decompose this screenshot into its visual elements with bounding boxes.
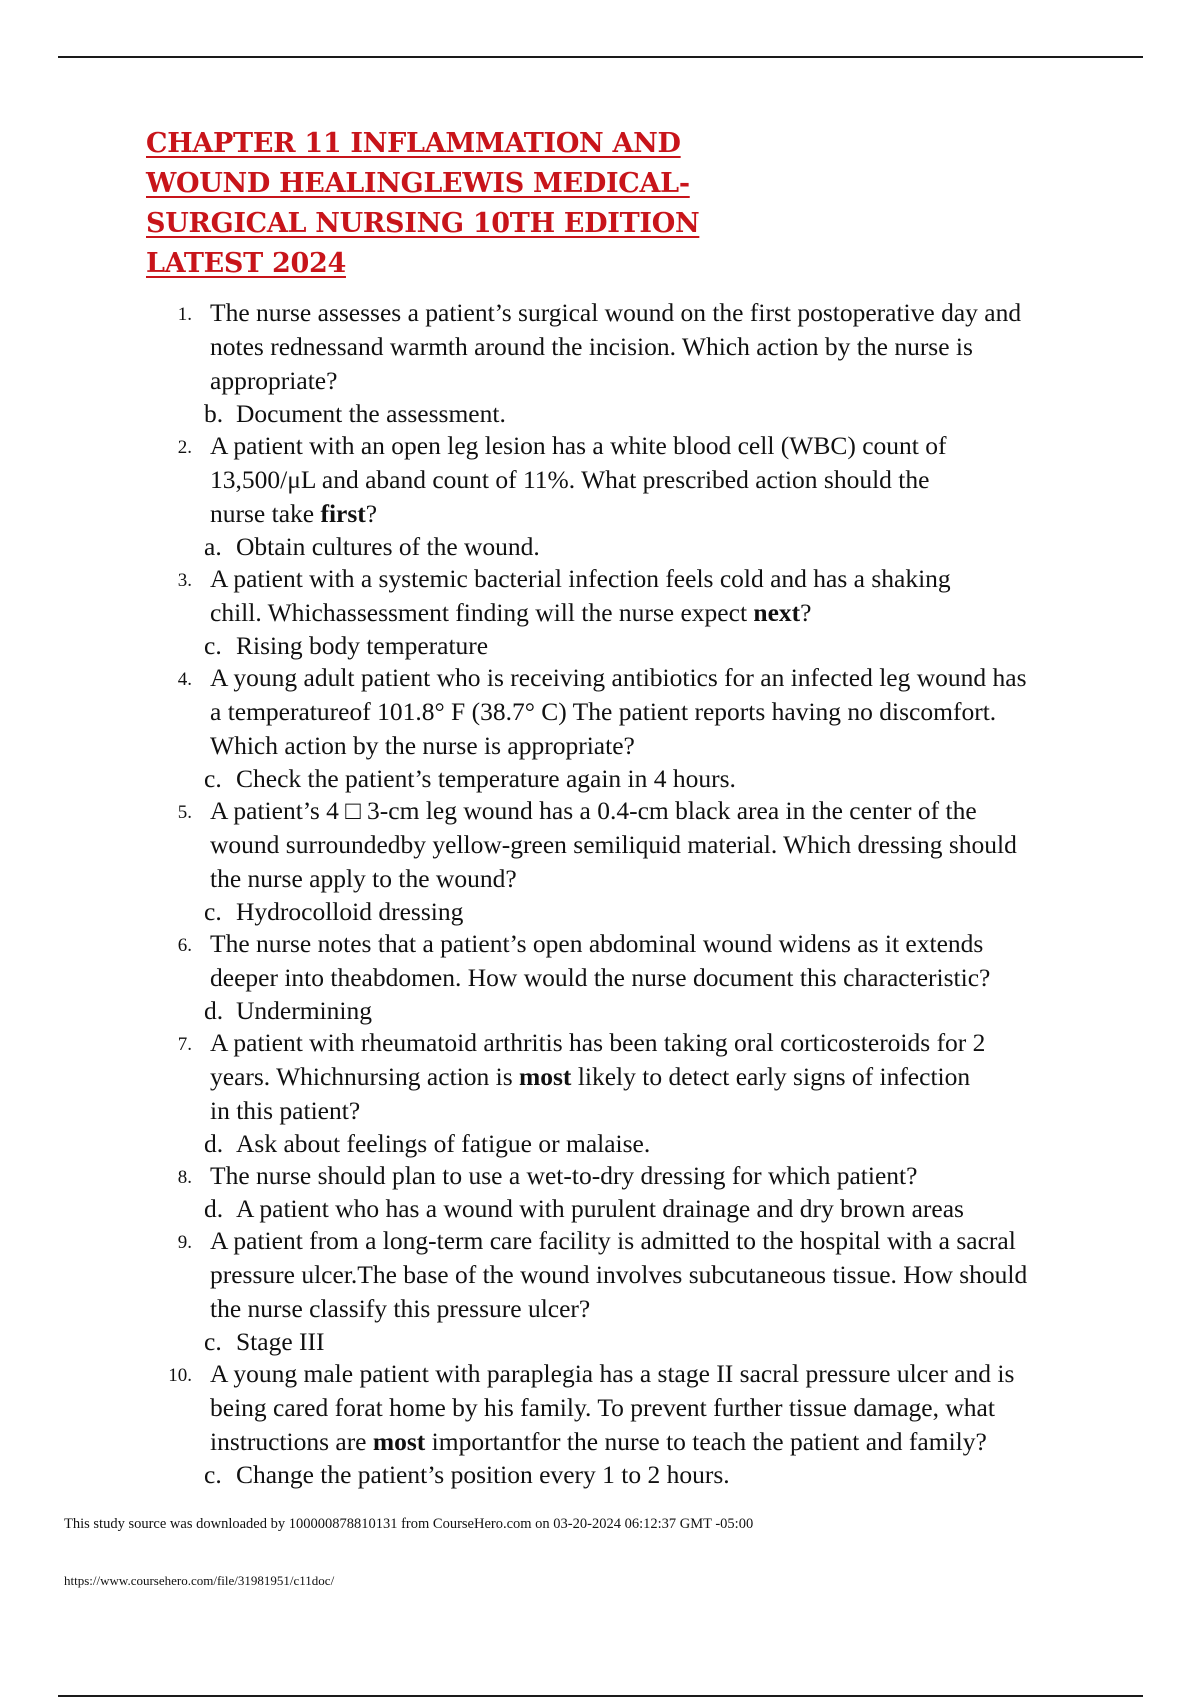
answer — [204, 1326, 1150, 1357]
question-line: A patient from a long-term care facility is admitted to the hospital with a sacral — [210, 1226, 1016, 1255]
question-item — [150, 562, 1150, 661]
question-text — [210, 927, 1120, 995]
question-line: appropriate? — [210, 366, 338, 395]
question-text — [210, 661, 1120, 763]
question-number: 5. — [177, 802, 192, 823]
answer — [204, 531, 1150, 562]
answer — [204, 995, 1150, 1026]
answer-text: Ask about feelings of fatigue or malaise. — [236, 1129, 651, 1158]
question-line: wound surroundedby yellow-green semiliquid material. Which dressing should — [210, 830, 1017, 859]
question-text — [210, 1159, 1120, 1193]
question-number: 6. — [177, 935, 192, 956]
question-item — [150, 927, 1150, 1026]
question-line: A young male patient with paraplegia has a stage II sacral pressure ulcer and is — [210, 1359, 1015, 1388]
title-line: WOUND HEALINGLEWIS MEDICAL- — [146, 168, 690, 199]
answer-text: Obtain cultures of the wound. — [236, 532, 540, 561]
answer-letter: b. — [204, 399, 224, 428]
document-title — [146, 124, 706, 284]
download-source-note: This study source was downloaded by 100000878810131 from CourseHero.com on 03-20-2024 06:12:37 GMT -05:00 — [64, 1516, 754, 1532]
answer-letter: d. — [204, 1129, 224, 1158]
question-item — [150, 1357, 1150, 1490]
question-text — [210, 1026, 1120, 1128]
title-line: LATEST 2024 — [146, 248, 346, 279]
answer-text: Rising body temperature — [236, 631, 489, 660]
question-line: being cared forat home by his family. To prevent further tissue damage, what — [210, 1393, 995, 1422]
answer — [204, 630, 1150, 661]
question-line: in this patient? — [210, 1096, 361, 1125]
question-text — [210, 562, 1120, 630]
answer-letter: a. — [204, 532, 222, 561]
bottom-rule — [58, 1695, 1143, 1697]
emphasis-word: most — [372, 1427, 426, 1456]
question-line: A patient’s 4 □ 3-cm leg wound has a 0.4-cm black area in the center of the — [210, 796, 977, 825]
answer-letter: c. — [204, 1327, 222, 1356]
question-number: 1. — [177, 304, 192, 325]
question-item — [150, 1159, 1150, 1224]
answer — [204, 763, 1150, 794]
answer-text: Check the patient’s temperature again in 4 hours. — [236, 764, 736, 793]
question-number: 4. — [177, 669, 192, 690]
answer-text: Hydrocolloid dressing — [236, 897, 464, 926]
answer — [204, 398, 1150, 429]
question-line: notes rednessand warmth around the incision. Which action by the nurse is — [210, 332, 973, 361]
question-text — [210, 296, 1120, 398]
emphasis-word: first — [320, 499, 366, 528]
answer — [204, 1459, 1150, 1490]
question-line: a temperatureof 101.8° F (38.7° C) The patient reports having no discomfort. — [210, 697, 997, 726]
answer-letter: c. — [204, 631, 222, 660]
title-line: CHAPTER 11 INFLAMMATION AND — [146, 128, 681, 159]
question-line: instructions are most importantfor the nurse to teach the patient and family? — [210, 1427, 987, 1456]
question-line: A patient with rheumatoid arthritis has been taking oral corticosteroids for 2 — [210, 1028, 986, 1057]
answer-letter: c. — [204, 764, 222, 793]
question-line: 13,500/μL and aband count of 11%. What prescribed action should the — [210, 465, 930, 494]
question-list — [150, 296, 1150, 1490]
answer-letter: d. — [204, 996, 224, 1025]
question-item — [150, 296, 1150, 429]
question-number: 9. — [177, 1232, 192, 1253]
question-text — [210, 1357, 1120, 1459]
question-line: The nurse should plan to use a wet-to-dry dressing for which patient? — [210, 1161, 918, 1190]
question-line: the nurse classify this pressure ulcer? — [210, 1294, 591, 1323]
question-text — [210, 1224, 1120, 1326]
question-text — [210, 429, 1120, 531]
question-line: chill. Whichassessment finding will the nurse expect next? — [210, 598, 812, 627]
question-item — [150, 1224, 1150, 1357]
top-rule — [58, 56, 1143, 58]
question-number: 8. — [177, 1167, 192, 1188]
answer-text: Stage III — [236, 1327, 325, 1356]
question-number: 3. — [177, 570, 192, 591]
question-item — [150, 1026, 1150, 1159]
question-line: the nurse apply to the wound? — [210, 864, 517, 893]
answer — [204, 896, 1150, 927]
answer-text: Undermining — [236, 996, 372, 1025]
answer-letter: c. — [204, 1460, 222, 1489]
answer-letter: d. — [204, 1194, 224, 1223]
question-line: deeper into theabdomen. How would the nurse document this characteristic? — [210, 963, 991, 992]
question-line: years. Whichnursing action is most likely to detect early signs of infection — [210, 1062, 971, 1091]
question-item — [150, 429, 1150, 562]
answer-text: Document the assessment. — [236, 399, 506, 428]
question-line: A patient with an open leg lesion has a white blood cell (WBC) count of — [210, 431, 947, 460]
answer-text: A patient who has a wound with purulent drainage and dry brown areas — [236, 1194, 964, 1223]
question-line: A young adult patient who is receiving antibiotics for an infected leg wound has — [210, 663, 1027, 692]
question-number: 10. — [168, 1365, 192, 1386]
question-line: nurse take first? — [210, 499, 378, 528]
question-line: A patient with a systemic bacterial infection feels cold and has a shaking — [210, 564, 951, 593]
question-line: The nurse assesses a patient’s surgical wound on the first postoperative day and — [210, 298, 1022, 327]
question-line: The nurse notes that a patient’s open abdominal wound widens as it extends — [210, 929, 984, 958]
question-item — [150, 794, 1150, 927]
question-item — [150, 661, 1150, 794]
question-text — [210, 794, 1120, 896]
answer — [204, 1193, 1150, 1224]
question-line: pressure ulcer.The base of the wound involves subcutaneous tissue. How should — [210, 1260, 1028, 1289]
question-number: 7. — [177, 1034, 192, 1055]
source-url: https://www.coursehero.com/file/31981951/c11doc/ — [64, 1573, 335, 1588]
question-number: 2. — [177, 437, 192, 458]
emphasis-word: most — [519, 1062, 572, 1091]
answer-text: Change the patient’s position every 1 to 2 hours. — [236, 1460, 730, 1489]
question-line: Which action by the nurse is appropriate? — [210, 731, 635, 760]
emphasis-word: next — [753, 598, 801, 627]
answer-letter: c. — [204, 897, 222, 926]
title-line: SURGICAL NURSING 10TH EDITION — [146, 208, 700, 239]
answer — [204, 1128, 1150, 1159]
